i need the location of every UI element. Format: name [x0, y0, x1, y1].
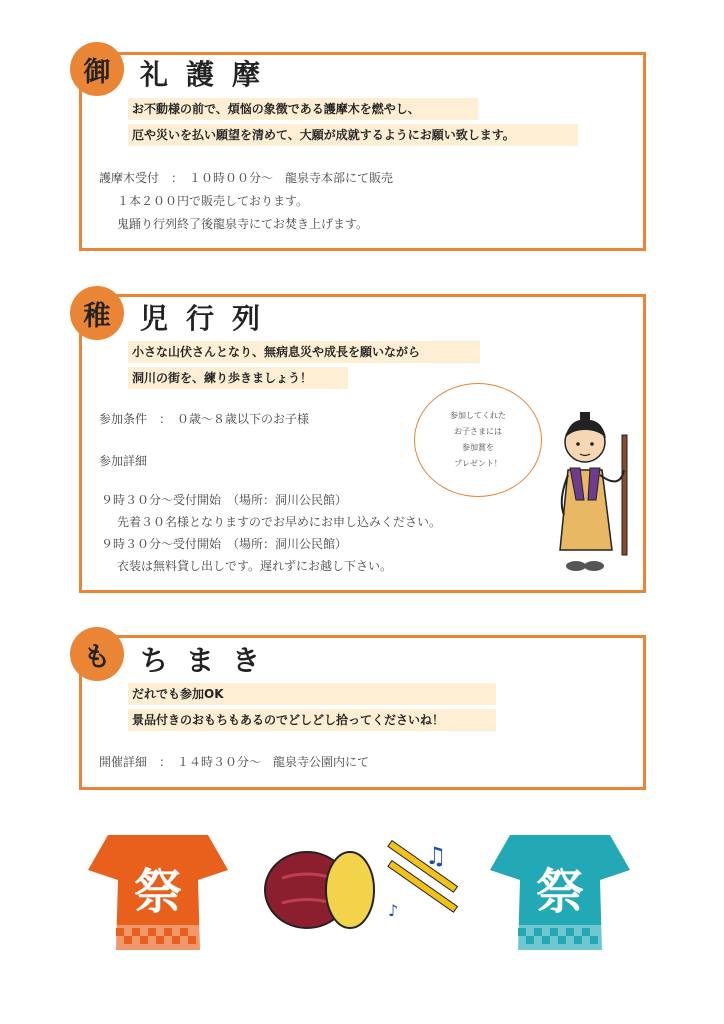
chigo-highlight-1: 小さな山伏さんとなり、無病息災や成長を願いながら	[128, 341, 480, 363]
happi-left-icon	[88, 830, 228, 955]
music-note-icon	[425, 840, 455, 870]
music-note-small-icon	[388, 900, 408, 920]
mochi-highlight-1: だれでも参加OK	[128, 683, 496, 705]
prize-speech-bubble	[414, 383, 542, 497]
chigo-title: 児行列	[140, 302, 279, 335]
chigo-line-reception-1: ９時３０分〜受付開始 （場所：洞川公民館）	[101, 493, 348, 507]
child-pilgrim-icon	[540, 400, 640, 585]
goma-line-reception: 護摩木受付 ： １０時００分〜 龍泉寺本部にて販売	[99, 171, 394, 185]
happi-right-char: 祭	[535, 864, 585, 920]
mochi-line-details: 開催詳細 ： １４時３０分〜 龍泉寺公園内にて	[99, 755, 370, 769]
bubble-line-1: 参加してくれた	[450, 411, 506, 420]
goma-line-price: １本２００円で販売しております。	[117, 194, 309, 208]
bubble-line-3: 参加賞を	[462, 443, 494, 452]
happi-left-char: 祭	[133, 864, 183, 920]
chigo-line-costume: 衣装は無料貸し出しです。遅れずにお越し下さい。	[117, 559, 393, 573]
mochi-highlight-2: 景品付きのおもちもあるのでどしどし拾ってくださいね！	[128, 709, 496, 731]
mochi-title-circle: も	[70, 627, 124, 681]
chigo-line-condition: 参加条件 ： ０歳〜８歳以下のお子様	[99, 412, 310, 426]
goma-title-circle: 御	[70, 42, 124, 96]
goma-title: 礼護摩	[140, 58, 279, 91]
chigo-line-first-30: 先着３０名様となりますのでお早めにお申し込みください。	[117, 515, 442, 529]
taiko-drum-icon	[262, 848, 382, 933]
goma-highlight-2: 厄や災いを払い願望を清めて、大願が成就するようにお願い致します。	[128, 124, 578, 146]
goma-line-burning: 鬼踊り行列終了後龍泉寺にてお焚き上げます。	[117, 217, 369, 231]
chigo-line-reception-2: ９時３０分〜受付開始 （場所：洞川公民館）	[101, 537, 348, 551]
svg-text:♪: ♪	[388, 901, 399, 920]
mochi-title: ちまき	[140, 644, 279, 677]
bubble-line-4: プレゼント！	[454, 459, 502, 468]
happi-right-icon	[490, 830, 630, 955]
chigo-highlight-2: 洞川の街を、練り歩きましょう！	[128, 367, 348, 389]
bubble-line-2: お子さまには	[454, 427, 502, 436]
chigo-title-circle: 稚	[70, 286, 124, 340]
goma-highlight-1: お不動様の前で、煩悩の象徴である護摩木を燃やし、	[128, 98, 478, 120]
svg-text:♫: ♫	[425, 842, 447, 870]
chigo-line-details: 参加詳細	[99, 454, 148, 468]
